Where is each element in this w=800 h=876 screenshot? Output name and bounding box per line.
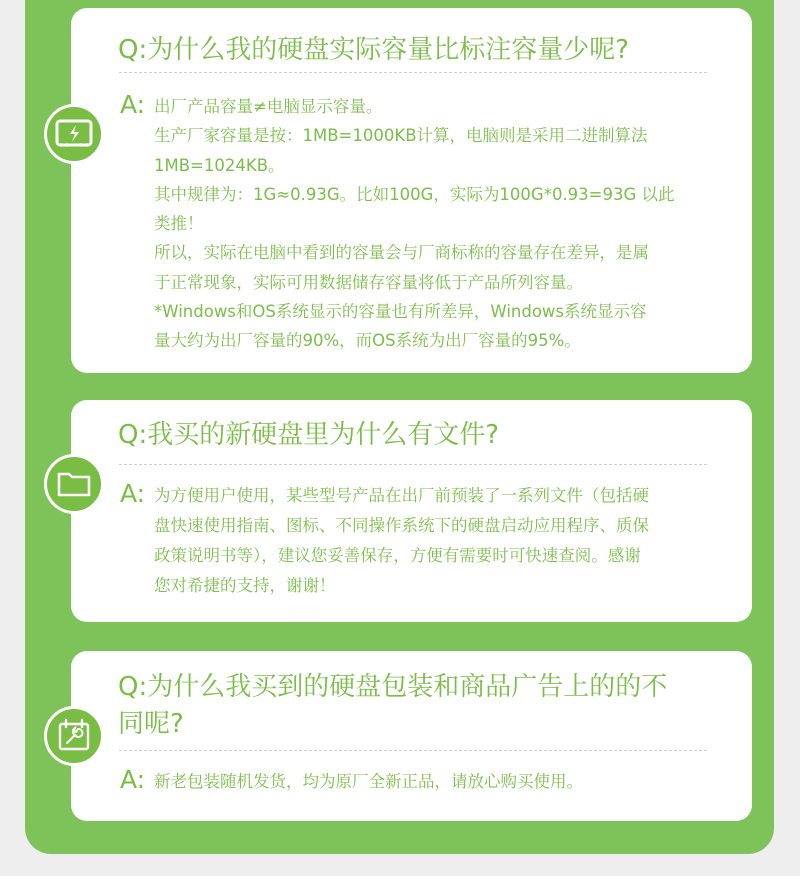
answer-line: 政策说明书等），建议您妥善保存，方便有需要时可快速查阅。感谢 <box>154 546 641 565</box>
dashed-divider <box>119 750 707 751</box>
answer-line: 于正常现象，实际可用数据储存容量将低于产品所列容量。 <box>154 272 583 292</box>
dashed-divider <box>119 72 707 73</box>
answer-line: 量大约为出厂容量的90%，而OS系统为出厂容量的95%。 <box>154 331 581 351</box>
answer-line: 出厂产品容量≠电脑显示容量。 <box>154 97 383 116</box>
answer-line: 生产厂家容量是按：1MB=1000KB计算，电脑则是采用二进制算法 <box>154 126 648 146</box>
question-title: Q:为什么我的硬盘实际容量比标注容量少呢? <box>118 35 630 65</box>
answer-line: 1MB=1024KB。 <box>154 155 285 175</box>
question-title <box>118 669 716 743</box>
folder-icon <box>44 454 104 514</box>
answer-label: A: <box>120 479 146 508</box>
answer-line: *Windows和OS系统显示的容量也有所差异，Windows系统显示容 <box>154 302 647 322</box>
answer-text <box>154 768 734 796</box>
answer-line: 盘快速使用指南、图标、不同操作系统下的硬盘启动应用程序、质保 <box>154 516 649 535</box>
answer-line: 其中规律为：1G≈0.93G。比如100G，实际为100G*0.93=93G 以此 <box>154 184 675 204</box>
faq-card-packaging <box>71 651 752 821</box>
answer-line: 所以，实际在电脑中看到的容量会与厂商标称的容量存在差异，是属 <box>154 243 649 263</box>
question-line: Q:为什么我买到的硬盘包装和商品广告上的的不 <box>118 672 668 702</box>
question-title: Q:我买的新硬盘里为什么有文件? <box>118 420 500 450</box>
answer-text <box>154 92 734 356</box>
calendar-tool-icon <box>44 706 104 766</box>
answer-line: 类推！ <box>154 214 204 234</box>
answer-label: A: <box>120 90 146 119</box>
answer-text <box>154 481 734 601</box>
answer-line: 新老包装随机发货，均为原厂全新正品，请放心购买使用。 <box>154 772 583 791</box>
answer-line: 为方便用户使用，某些型号产品在出厂前预装了一系列文件（包括硬 <box>154 486 649 505</box>
question-line: 同呢? <box>118 709 184 739</box>
drive-icon <box>44 104 104 164</box>
dashed-divider <box>119 464 707 465</box>
answer-line: 您对希捷的支持，谢谢！ <box>154 576 336 595</box>
faq-card-capacity <box>71 8 752 373</box>
faq-card-preinstalled-files <box>71 400 752 622</box>
answer-label: A: <box>120 765 146 794</box>
